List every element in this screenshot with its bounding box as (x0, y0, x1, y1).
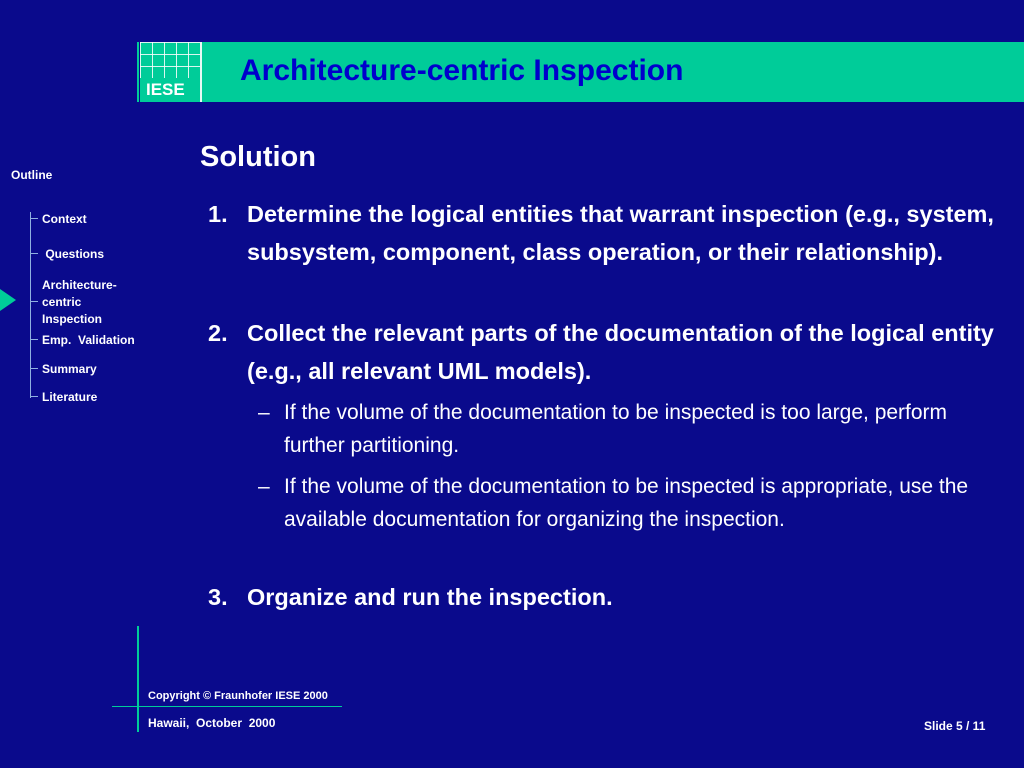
iese-logo-text: IESE (146, 80, 185, 99)
outline-item-label: Literature (42, 390, 98, 404)
tree-tick (30, 218, 38, 219)
tree-tick (30, 301, 38, 302)
event-location-date: Hawaii, October 2000 (148, 716, 276, 730)
list-item-text: Determine the logical entities that warrant inspection (e.g., system, subsystem, component, class operation, or their relationship). (247, 201, 994, 265)
sub-list-item-text: If the volume of the documentation to be inspected is too large, perform further partitioning. (284, 401, 948, 457)
triangle-right-icon (0, 289, 16, 311)
tree-tick (30, 396, 38, 397)
footer-horizontal-rule (112, 706, 342, 707)
list-item-number: 3. (208, 584, 228, 610)
logo-divider (200, 42, 202, 102)
copyright-notice: Copyright © Fraunhofer IESE 2000 (148, 690, 328, 702)
outline-item-label: Questions (42, 247, 105, 261)
iese-logo-grid (140, 42, 200, 78)
sub-list-item-text: If the volume of the documentation to be inspected is appropriate, use the available documentation for organizing the inspection. (284, 475, 969, 531)
tree-tick (30, 253, 38, 254)
dash-bullet: – (258, 401, 270, 424)
list-item-text: Collect the relevant parts of the documentation of the logical entity (e.g., all relevant UML models). (247, 320, 994, 384)
footer-vertical-rule (137, 626, 139, 732)
slide-title: Architecture-centric Inspection (240, 54, 684, 87)
outline-item-label: Context (42, 212, 87, 226)
outline-heading: Outline (11, 168, 53, 182)
header-left-rule (137, 42, 139, 102)
outline-item-label: Architecture- centric Inspection (42, 278, 117, 326)
slide-number: Slide 5 / 11 (924, 719, 986, 733)
outline-item-label: Summary (42, 362, 97, 376)
section-heading: Solution (200, 141, 316, 173)
dash-bullet: – (258, 475, 270, 498)
tree-tick (30, 368, 38, 369)
tree-tick (30, 339, 38, 340)
list-item-number: 1. (208, 201, 228, 227)
outline-tree-line (30, 212, 31, 398)
outline-item-label: Emp. Validation (42, 333, 135, 347)
list-item-number: 2. (208, 320, 228, 346)
list-item-text: Organize and run the inspection. (247, 584, 613, 610)
